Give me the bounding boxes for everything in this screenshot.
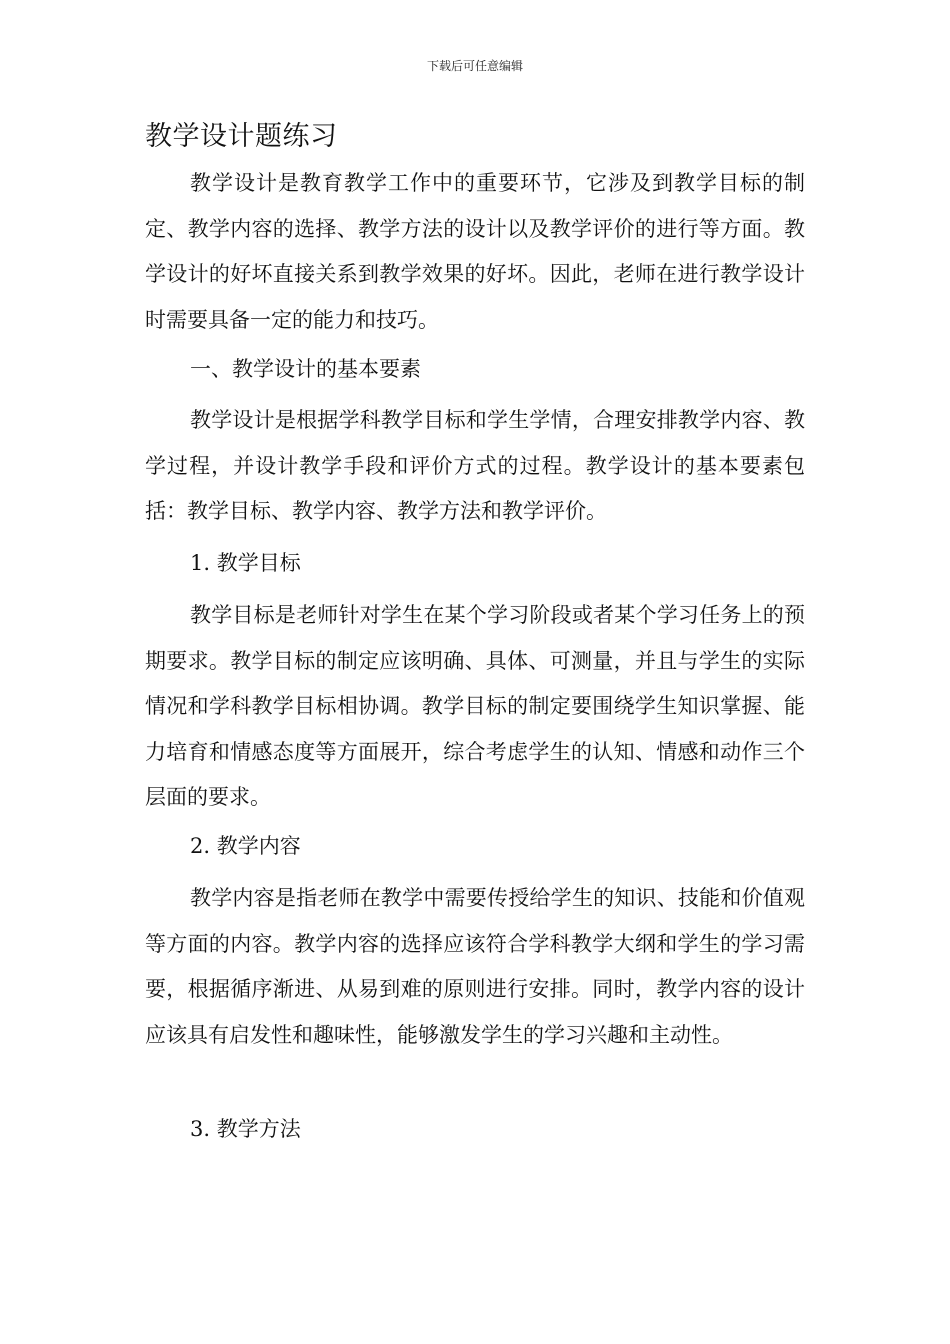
item-paragraph-teaching-goals: 教学目标是老师针对学生在某个学习阶段或者某个学习任务上的预期要求。教学目标的制定应该明确、具体、可测量，并且与学生的实际情况和学科教学目标相协调。教学目标的制定要围绕学生知识掌握、能力培育和情感态度等方面展开，综合考虑学生的认知、情感和动作三个层面的要求。 <box>145 603 805 809</box>
item-heading-teaching-methods: 3. 教学方法 <box>190 1117 301 1141</box>
section-paragraph-basic-elements: 教学设计是根据学科教学目标和学生学情，合理安排教学内容、教学过程，并设计教学手段和评价方式的过程。教学设计的基本要素包括：教学目标、教学内容、教学方法和教学评价。 <box>145 408 805 523</box>
intro-paragraph: 教学设计是教育教学工作中的重要环节，它涉及到教学目标的制定、教学内容的选择、教学方法的设计以及教学评价的进行等方面。教学设计的好坏直接关系到教学效果的好坏。因此，老师在进行教学设计时需要具备一定的能力和技巧。 <box>145 171 805 332</box>
document-title: 教学设计题练习 <box>145 121 338 152</box>
header-note: 下载后可任意编辑 <box>426 59 523 73</box>
item-paragraph-teaching-content: 教学内容是指老师在教学中需要传授给学生的知识、技能和价值观等方面的内容。教学内容的选择应该符合学科教学大纲和学生的学习需要，根据循序渐进、从易到难的原则进行安排。同时，教学内容的设计应该具有启发性和趣味性，能够激发学生的学习兴趣和主动性。 <box>145 886 805 1047</box>
item-heading-teaching-goals: 1. 教学目标 <box>190 551 301 575</box>
section-heading-basic-elements: 一、教学设计的基本要素 <box>190 357 421 381</box>
item-heading-teaching-content: 2. 教学内容 <box>190 834 301 858</box>
